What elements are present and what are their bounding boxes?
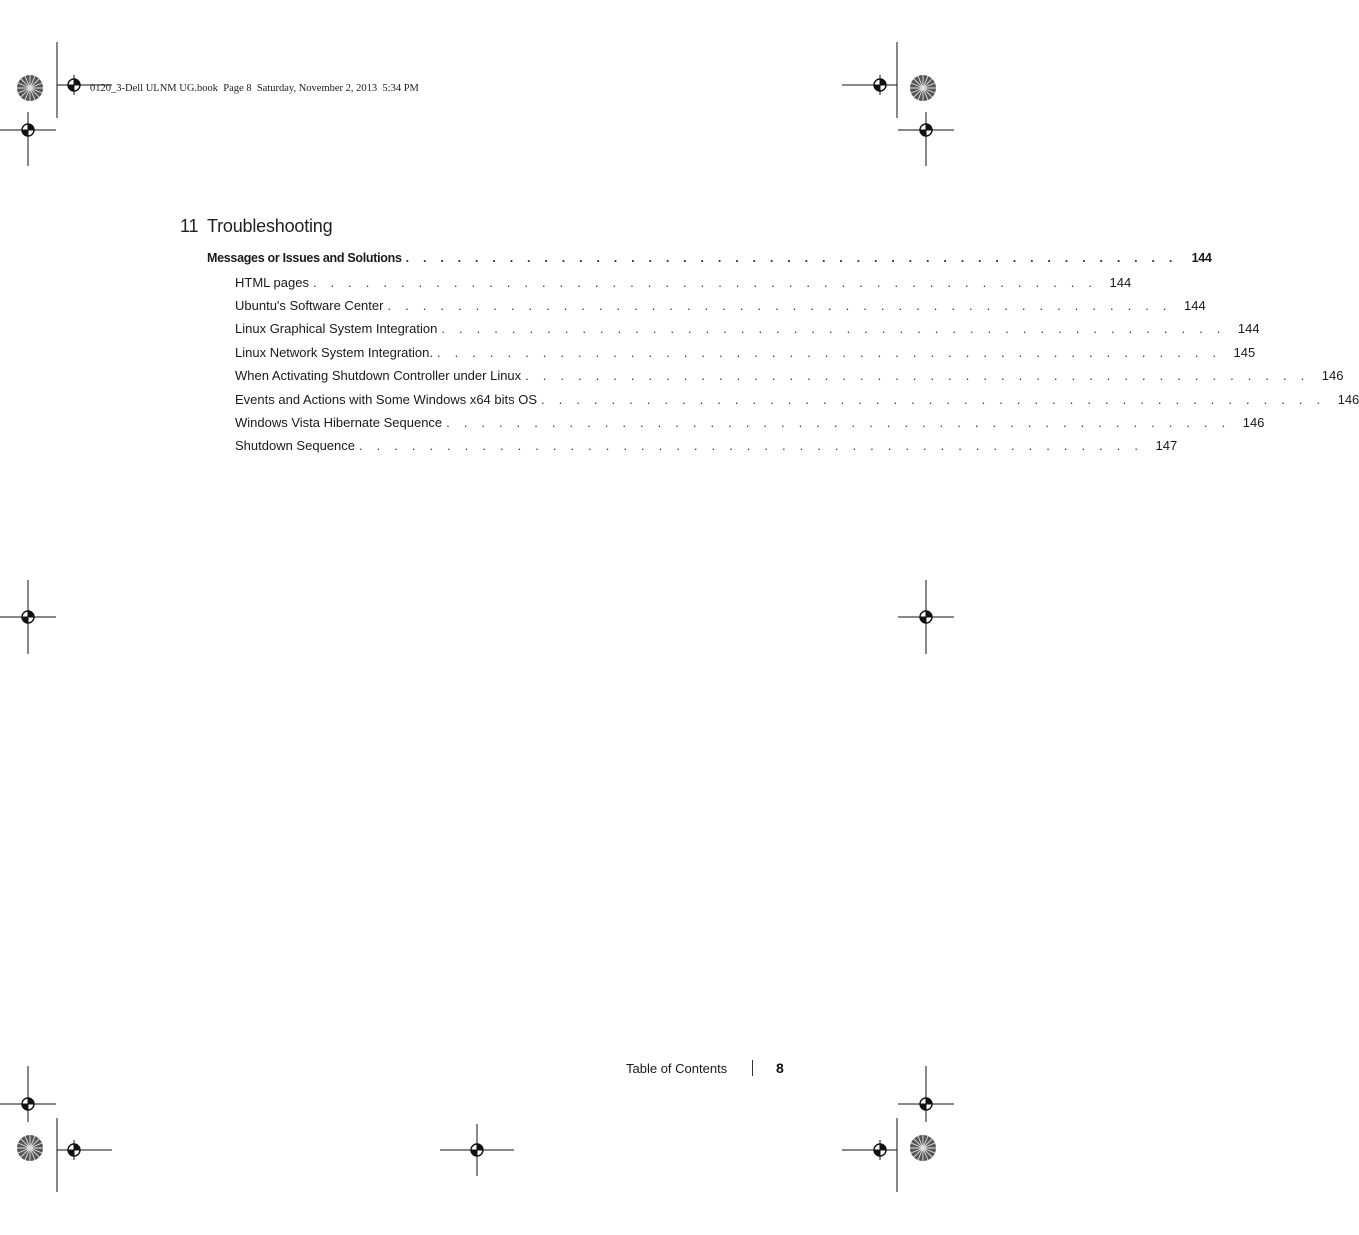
registration-star-icon [910, 1135, 936, 1161]
toc-entry-label: Linux Graphical System Integration [235, 321, 438, 336]
toc-leader-dots: . . . . . . . . . . . . . . . . . . . . . . . . . . . . . . . . . . . . . . . . . . . . . [446, 415, 1231, 430]
registration-mark-icon [18, 120, 38, 140]
toc-entry-events-actions-x64[interactable] [235, 392, 1359, 407]
toc-entry-html-pages[interactable] [235, 275, 1132, 290]
toc-entry-page: 144 [1191, 251, 1212, 265]
toc-entry-page: 144 [1184, 298, 1206, 313]
registration-mark-icon [18, 1094, 38, 1114]
registration-mark-icon [467, 1140, 487, 1160]
toc-entry-page: 144 [1109, 275, 1132, 290]
chapter-heading [180, 216, 332, 237]
registration-mark-icon [64, 1140, 84, 1160]
toc-entry-vista-hibernate[interactable] [235, 415, 1265, 430]
toc-entry-messages-or-issues[interactable] [207, 251, 1212, 265]
toc-entry-linux-network[interactable] [235, 345, 1256, 360]
registration-mark-icon [18, 607, 38, 627]
toc-entry-label: When Activating Shutdown Controller under Linux [235, 368, 522, 383]
toc-entry-label: Ubuntu's Software Center [235, 298, 384, 313]
toc-entry-page: 147 [1155, 438, 1178, 453]
registration-mark-icon [870, 1140, 890, 1160]
registration-mark-icon [870, 75, 890, 95]
registration-star-icon [17, 75, 43, 101]
print-slug: 0120_3-Dell ULNM UG.book Page 8 Saturday, November 2, 2013 5:34 PM [90, 83, 419, 94]
toc-leader-dots: . . . . . . . . . . . . . . . . . . . . . . . . . . . . . . . . . . . . . . . . . . . . . [387, 298, 1172, 313]
toc-entry-linux-graphical[interactable] [235, 321, 1260, 336]
toc-leader-dots: . . . . . . . . . . . . . . . . . . . . . . . . . . . . . . . . . . . . . . . . . . . . . [441, 321, 1226, 336]
footer-page-number: 8 [776, 1060, 784, 1076]
toc-entry-label: Events and Actions with Some Windows x64 bits OS [235, 392, 538, 407]
registration-mark-icon [916, 1094, 936, 1114]
toc-entry-label: Windows Vista Hibernate Sequence [235, 415, 443, 430]
toc-leader-dots: . . . . . . . . . . . . . . . . . . . . . . . . . . . . . . . . . . . . . . . . . . . . . [541, 392, 1326, 407]
toc-entry-label: Messages or Issues and Solutions [207, 251, 402, 265]
toc-entry-shutdown-sequence[interactable] [235, 438, 1178, 453]
toc-entry-label: HTML pages [235, 275, 309, 290]
toc-entry-label: Linux Network System Integration. [235, 345, 433, 360]
registration-mark-icon [64, 75, 84, 95]
toc-leader-dots: . . . . . . . . . . . . . . . . . . . . . . . . . . . . . . . . . . . . . . . . . . . . . [358, 438, 1144, 453]
toc-entry-page: 146 [1321, 368, 1344, 383]
registration-mark-icon [916, 120, 936, 140]
toc-entry-page: 145 [1233, 345, 1256, 360]
toc-leader-dots: . . . . . . . . . . . . . . . . . . . . . . . . . . . . . . . . . . . . . . . . . . . . . [525, 368, 1310, 383]
toc-entry-ubuntu-software-center[interactable] [235, 298, 1206, 313]
footer-divider [752, 1060, 753, 1076]
chapter-title: Troubleshooting [207, 216, 333, 236]
toc-entry-shutdown-controller-linux[interactable] [235, 368, 1344, 383]
toc-entry-page: 144 [1237, 321, 1260, 336]
toc-entry-page: 146 [1337, 392, 1359, 407]
registration-star-icon [910, 75, 936, 101]
footer-section-label: Table of Contents [626, 1061, 728, 1076]
toc-entry-label: Shutdown Sequence [235, 438, 355, 453]
chapter-number: 11 [180, 216, 199, 236]
toc-leader-dots: . . . . . . . . . . . . . . . . . . . . . . . . . . . . . . . . . . . . . . . . . . . . . [405, 251, 1178, 265]
toc-entry-page: 146 [1242, 415, 1265, 430]
registration-star-icon [17, 1135, 43, 1161]
toc-leader-dots: . . . . . . . . . . . . . . . . . . . . . . . . . . . . . . . . . . . . . . . . . . . . . [312, 275, 1098, 290]
toc-leader-dots: . . . . . . . . . . . . . . . . . . . . . . . . . . . . . . . . . . . . . . . . . . . . . [436, 345, 1222, 360]
registration-mark-icon [916, 607, 936, 627]
